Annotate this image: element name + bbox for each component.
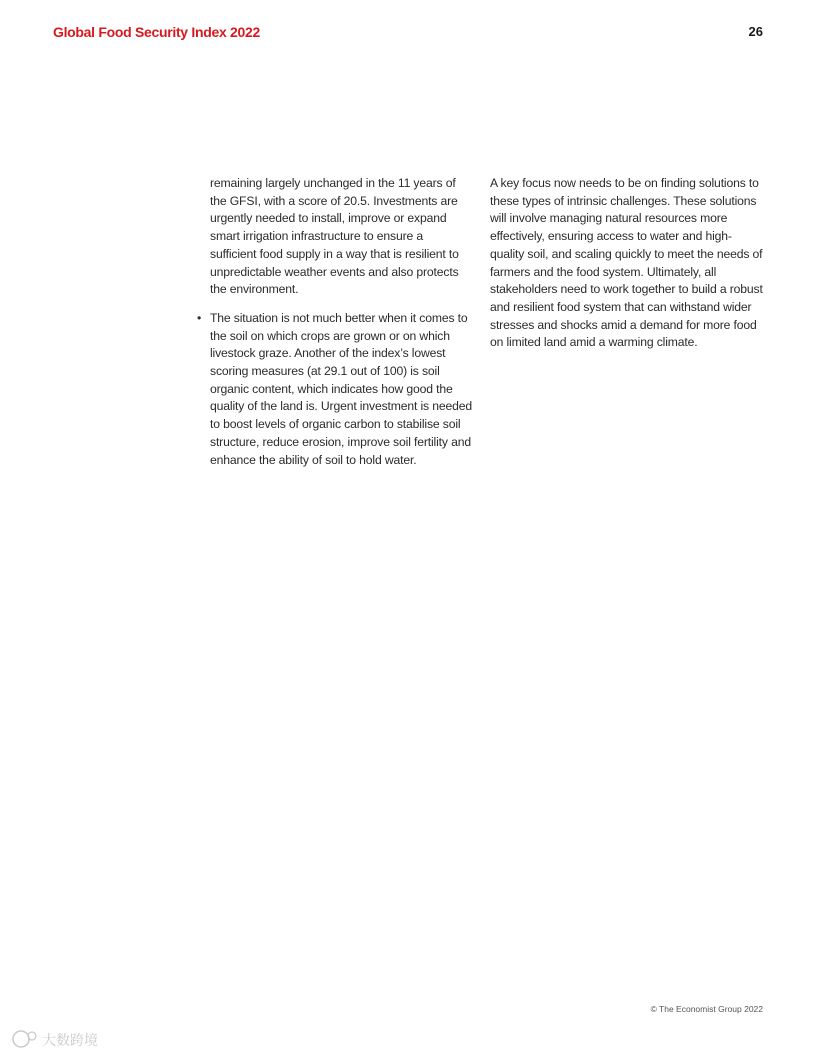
watermark-logo: [10, 1028, 110, 1050]
right-column: [490, 175, 765, 363]
svg-text:大数跨境: 大数跨境: [42, 1033, 98, 1049]
paragraph-continuation: remaining largely unchanged in the 11 years of the GFSI, with a score of 20.5. Investments are urgently needed to install, improve or expand smart irrigation infrastructure to ensure a sufficient food supply in a way that is resilient to unpredictable weather events and also protects the environment.: [210, 176, 459, 297]
copyright-notice: © The Economist Group 2022: [650, 1004, 763, 1014]
page-number: 26: [748, 24, 763, 39]
bullet-item: [197, 310, 472, 469]
bullet-text: The situation is not much better when it comes to the soil on which crops are grown or on which livestock graze. Another of the index’s lowest scoring measures (at 29.1 out of 100) is soil organic content, which indicates how good the quality of the land is. Urgent investment is needed to boost levels of organic carbon to stabilise soil structure, reduce erosion, improve soil fertility and enhance the ability of soil to hold water.: [210, 310, 472, 467]
bullet-marker: •: [197, 310, 202, 325]
left-column: [197, 175, 472, 469]
right-paragraph: A key focus now needs to be on finding solutions to these types of intrinsic challenges. These solutions will involve managing natural resources more effectively, ensuring access to water and high-quality soil, and scaling quickly to meet the needs of farmers and the food system. Ultimately, all stakeholders need to work together to build a robust and resilient food system that can withstand wider stresses and shocks amid a demand for more food on limited land amid a warming climate.: [490, 176, 763, 350]
report-title: Global Food Security Index 2022: [53, 24, 260, 40]
